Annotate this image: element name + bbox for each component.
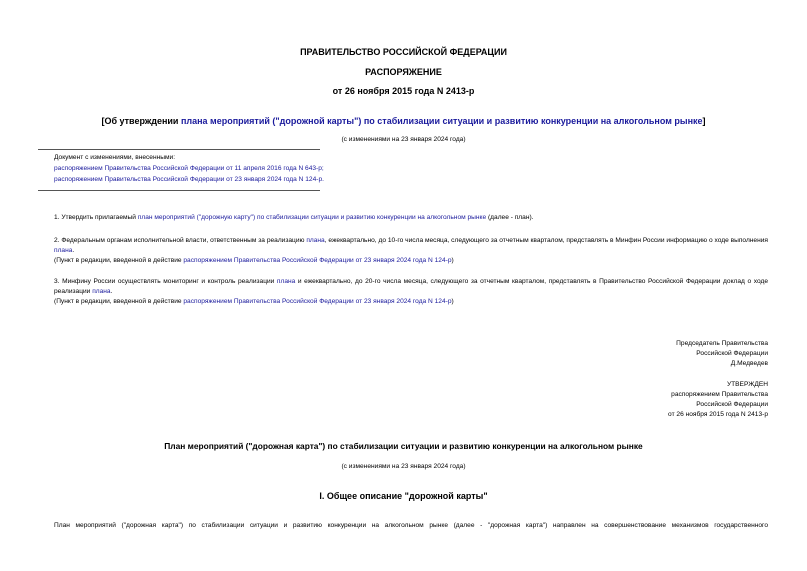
title-plan-link[interactable]: плана мероприятий ("дорожной карты") по стабилизации ситуации и развитию конкуренции на алкогольном рынке	[180, 116, 703, 126]
change-document-link[interactable]: распоряжением Правительства Российской Федерации от 11 апреля 2016 года N 643-р;	[54, 165, 324, 172]
title-close-bracket: ]	[702, 116, 706, 126]
change-document-link[interactable]: распоряжением Правительства Российской Федерации от 23 января 2024 года N 124-р.	[54, 176, 324, 183]
plan-revision-note: (с изменениями на 23 января 2024 года)	[341, 463, 466, 470]
changes-bottom-divider	[38, 190, 320, 191]
plan-title: План мероприятий ("дорожная карта") по стабилизации ситуации и развитию конкуренции на алкогольном рынке	[164, 441, 643, 451]
item-2-plan-link[interactable]: плана	[306, 237, 325, 244]
item-2-note: (Пункт в редакции, введенной в действие	[54, 257, 184, 264]
approved-date-number: от 26 ноября 2015 года N 2413-р	[668, 411, 768, 418]
item-3-text: 3. Минфину России осуществлять мониторинг и контроль реализации	[54, 278, 277, 285]
item-3	[38, 277, 768, 307]
revision-note: (с изменениями на 23 января 2024 года)	[341, 136, 466, 143]
document-type: РАСПОРЯЖЕНИЕ	[365, 67, 442, 77]
section-title: I. Общее описание "дорожной карты"	[319, 491, 488, 501]
document-title	[0, 116, 807, 126]
item-3-text-end: .	[110, 288, 113, 295]
item-2-text-end: .	[72, 247, 75, 254]
item-3-text-mid: и ежеквартально, до 20-го числа месяца, следующего за отчетным кварталом, представлять в Правительство Российской Федерации доклад о ходе реализации	[54, 278, 768, 295]
approved-country: Российской Федерации	[696, 401, 768, 408]
plan-intro-text: План мероприятий ("дорожная карта") по стабилизации ситуации и развитию конкуренции на алкогольном рынке (далее - "дорожная карта") направлен на совершенствование механизмов государственного	[54, 522, 768, 529]
change-link-2	[54, 176, 324, 183]
item-2-note-link[interactable]: распоряжением Правительства Российской Федерации от 23 января 2024 года N 124-р	[183, 257, 452, 264]
change-link-1	[54, 165, 324, 172]
item-1-text-end: (далее - план).	[486, 214, 534, 221]
item-3-plan-link[interactable]: плана	[276, 278, 296, 285]
item-1	[54, 214, 534, 221]
approved-by: распоряжением Правительства	[671, 391, 768, 398]
government-heading: ПРАВИТЕЛЬСТВО РОССИЙСКОЙ ФЕДЕРАЦИИ	[300, 47, 507, 57]
item-3-note-end: )	[451, 298, 454, 305]
signature-name: Д.Медведев	[730, 360, 768, 367]
document-date-number: от 26 ноября 2015 года N 2413-р	[332, 86, 475, 96]
title-open-bracket: [Об утверждении	[101, 116, 181, 126]
item-3-note: (Пункт в редакции, введенной в действие	[54, 298, 184, 305]
signature-position: Председатель Правительства	[676, 340, 768, 347]
item-2-note-end: )	[451, 257, 454, 264]
item-2-text: 2. Федеральным органам исполнительной власти, ответственным за реализацию	[54, 237, 307, 244]
item-2-text-mid: , ежеквартально, до 10-го числа месяца, следующего за отчетным кварталом, представлять в Минфин России информацию о ходе выполнения	[324, 237, 768, 244]
item-2	[38, 236, 768, 266]
item-3-plan-link-2[interactable]: плана	[92, 288, 111, 295]
signature-country: Российской Федерации	[696, 350, 768, 357]
item-2-plan-link-2[interactable]: плана	[54, 247, 73, 254]
item-3-note-link[interactable]: распоряжением Правительства Российской Федерации от 23 января 2024 года N 124-р	[183, 298, 452, 305]
approved-label: УТВЕРЖДЕН	[726, 381, 768, 388]
changes-top-divider	[38, 149, 320, 150]
item-1-plan-link[interactable]: план мероприятий ("дорожную карту") по стабилизации ситуации и развитию конкуренции на алкогольном рынке	[137, 214, 487, 221]
item-1-text: 1. Утвердить прилагаемый	[54, 214, 138, 221]
changes-intro: Документ с изменениями, внесенными:	[54, 154, 176, 161]
